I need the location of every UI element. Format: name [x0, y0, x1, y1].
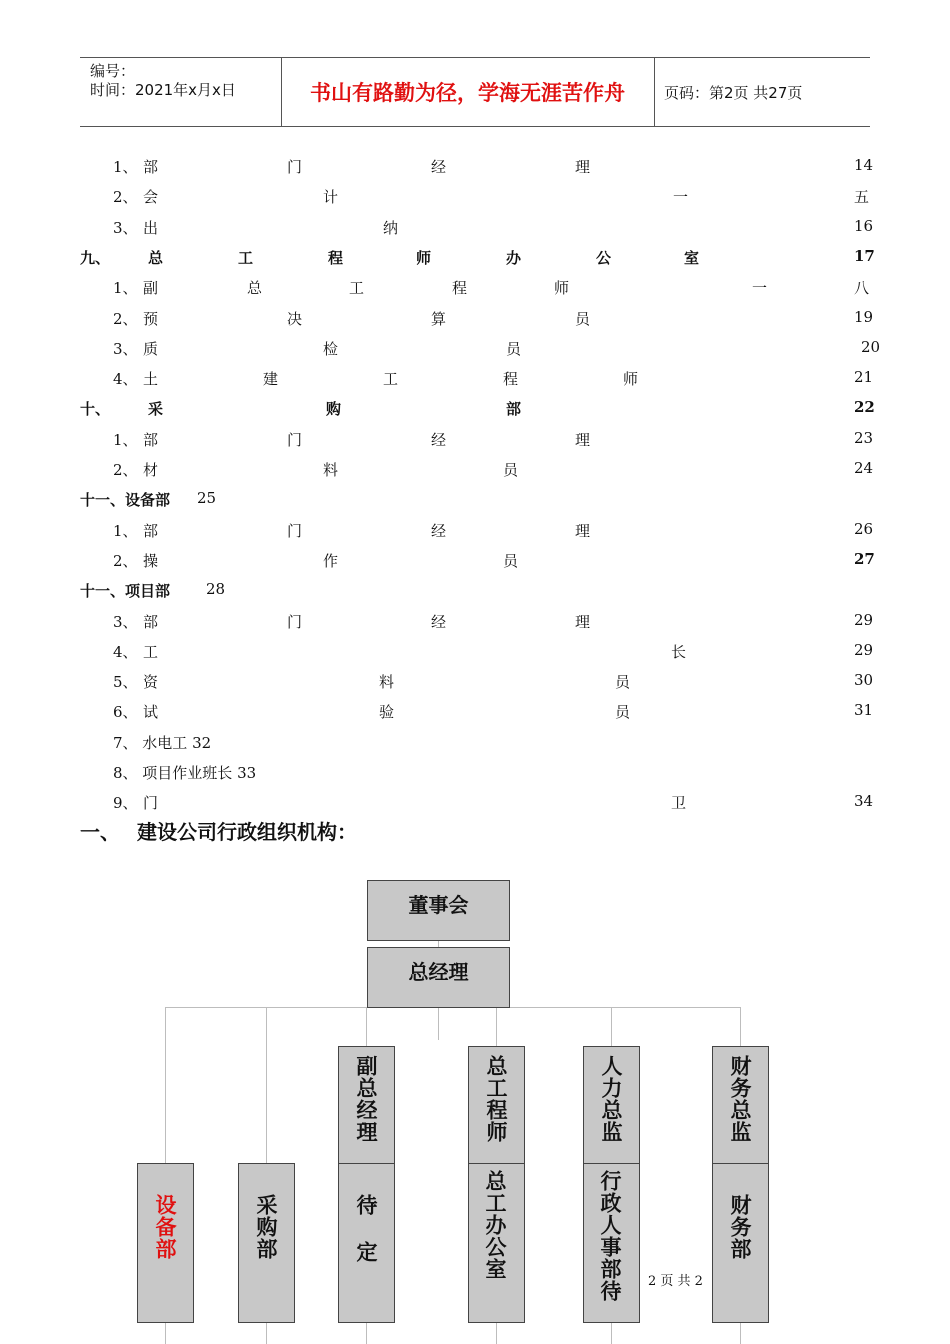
purchase-label: 采购部 [254, 1194, 278, 1260]
toc-text: 购 [326, 400, 342, 419]
toc-text: 验 [379, 703, 395, 722]
toc-text: 料 [323, 461, 339, 479]
connector-fin [740, 1007, 741, 1046]
toc-text: 料 [379, 673, 395, 692]
toc-text: 工 [349, 279, 365, 298]
toc-text: 员 [615, 673, 631, 692]
toc-text: 7、 水电工 32 [113, 733, 212, 752]
stub-vp [366, 1322, 367, 1344]
toc-text: 师 [623, 370, 639, 389]
toc-page-number: 27 [854, 549, 875, 568]
toc-text: 资 [143, 673, 159, 692]
toc-text: 经 [431, 521, 447, 540]
toc-text: 理 [575, 612, 591, 631]
toc-text: 材 [143, 461, 159, 479]
toc-text: 28 [206, 580, 226, 599]
toc-page-number: 31 [854, 701, 874, 720]
toc-entry [0, 429, 950, 451]
toc-page-number: 24 [854, 459, 874, 477]
toc-text: 部 [143, 430, 159, 449]
stub-purchase [266, 1322, 267, 1344]
toc-entry [0, 186, 950, 208]
toc-page-number: 20 [861, 337, 881, 356]
chief-eng-sub-label: 总工办公室 [483, 1170, 507, 1280]
toc-text: 员 [503, 461, 519, 479]
toc-text: 公 [596, 248, 612, 267]
toc-entry [0, 732, 950, 754]
vp-sub-label: 待 定 [354, 1194, 378, 1263]
toc-text: 采 [148, 400, 164, 419]
toc-entry [0, 580, 950, 602]
toc-text: 算 [431, 309, 447, 328]
toc-entry [0, 308, 950, 330]
toc-text: 门 [287, 430, 303, 449]
toc-text: 决 [287, 309, 303, 328]
toc-page-number: 21 [854, 368, 874, 387]
header-slogan: 书山有路勤为径，学海无涯苦作舟 [281, 58, 655, 126]
toc-text: 6、 [113, 703, 138, 722]
toc-entry [0, 550, 950, 572]
toc-text: 经 [431, 158, 447, 176]
toc-text: 程 [452, 279, 468, 298]
toc-text: 程 [328, 248, 344, 267]
toc-text: 九、 [80, 248, 111, 267]
toc-entry [0, 762, 950, 784]
connector-equip [165, 1007, 166, 1163]
toc-text: 经 [431, 430, 447, 449]
box-vp [338, 1046, 395, 1164]
connector-chief-eng [496, 1007, 497, 1046]
toc-page-number: 34 [854, 792, 874, 811]
toc-text: 副 [143, 279, 159, 298]
toc-entry [0, 520, 950, 542]
toc-entry [0, 217, 950, 239]
toc-text: 1、 [113, 279, 138, 298]
toc-text: 1、 [113, 521, 138, 540]
toc-text: 部 [143, 521, 159, 540]
toc-text: 员 [615, 703, 631, 722]
toc-entry [0, 247, 950, 269]
toc-text: 操 [143, 551, 159, 570]
toc-entry [0, 489, 950, 511]
toc-text: 门 [287, 521, 303, 540]
toc-entry [0, 398, 950, 420]
toc-entry [0, 459, 950, 481]
toc-text: 长 [671, 642, 687, 661]
toc-text: 门 [287, 612, 303, 631]
toc-page-number: 23 [854, 428, 874, 447]
toc-entry [0, 277, 950, 299]
chief-eng-label: 总工程师 [484, 1055, 508, 1143]
box-hr-sub [583, 1163, 640, 1323]
stub-hr [611, 1322, 612, 1344]
toc-entry [0, 671, 950, 693]
toc-text: 3、 [113, 612, 138, 631]
toc-text: 4、 [113, 370, 138, 389]
toc-page-number: 29 [854, 640, 874, 659]
section-title-text: 建设公司行政组织机构： [137, 820, 357, 844]
toc-page-number: 29 [854, 610, 874, 629]
toc-text: 师 [416, 248, 432, 267]
toc-text: 经 [431, 612, 447, 631]
toc-text: 理 [575, 521, 591, 540]
hr-label: 人力总监 [599, 1055, 623, 1143]
toc-text: 2、 [113, 309, 138, 328]
toc-page-number: 17 [854, 246, 875, 265]
box-chief-eng-sub [468, 1163, 525, 1323]
connector-vp [366, 1007, 367, 1046]
toc-text: 预 [143, 309, 159, 328]
box-fin [712, 1046, 769, 1164]
footer-page-number: 2 页 共 2 [648, 1274, 703, 1289]
toc-page-number: 22 [854, 398, 875, 417]
toc-text: 1、 [113, 158, 138, 176]
toc-text: 总 [148, 248, 164, 267]
header-meta [80, 58, 282, 126]
toc-text: 25 [197, 489, 217, 508]
toc-text: 2、 [113, 461, 138, 479]
toc-text: 土 [143, 370, 159, 389]
toc-text: 门 [287, 158, 303, 176]
page-header [80, 57, 870, 127]
toc-text: 员 [506, 339, 522, 358]
box-vp-sub [338, 1163, 395, 1323]
toc-text: 师 [554, 279, 570, 298]
stub-chief-eng [496, 1322, 497, 1344]
toc-text: 2、 [113, 551, 138, 570]
toc-text: 部 [143, 612, 159, 631]
toc-page-number: 19 [854, 307, 874, 326]
toc-page-number: 26 [854, 519, 874, 538]
toc-text: 9、 [113, 794, 138, 813]
toc-text: 工 [383, 370, 399, 389]
toc-text: 工 [238, 248, 254, 267]
header-page-info: 页码：第2页 共27页 [664, 84, 803, 102]
toc-entry [0, 156, 950, 178]
toc-text: 总 [247, 279, 263, 298]
toc-text: 出 [143, 218, 159, 237]
toc-text: 计 [323, 188, 339, 207]
box-equip [137, 1163, 194, 1323]
toc-text: 试 [143, 703, 159, 722]
equip-label: 设备部 [153, 1194, 177, 1260]
toc-text: 十、 [80, 400, 111, 419]
toc-text: 纳 [383, 218, 399, 237]
box-purchase [238, 1163, 295, 1323]
toc-entry [0, 338, 950, 360]
toc-text: 5、 [113, 673, 138, 692]
toc-entry [0, 368, 950, 390]
toc-text: 理 [575, 158, 591, 176]
toc-text: 质 [143, 339, 159, 358]
toc-text: 卫 [671, 794, 687, 813]
box-fin-sub [712, 1163, 769, 1323]
toc-text: 3、 [113, 218, 138, 237]
box-chief-eng [468, 1046, 525, 1164]
toc-page-number: 八 [854, 279, 870, 298]
toc-entry [0, 701, 950, 723]
toc-text: 办 [506, 248, 522, 267]
toc-entry [0, 792, 950, 814]
toc-page-number: 30 [854, 671, 874, 690]
toc-text: 员 [575, 309, 591, 328]
toc-text: 3、 [113, 339, 138, 358]
number-label: 编号： [90, 62, 136, 80]
fin-sub-label: 财务部 [728, 1194, 752, 1260]
toc-page-number: 14 [854, 156, 874, 174]
toc-text: 部 [506, 400, 522, 419]
toc-text: 会 [143, 188, 159, 207]
toc-text: 室 [684, 248, 700, 267]
toc-text: 检 [323, 339, 339, 358]
toc-text: 门 [143, 794, 159, 813]
connector-hr [611, 1007, 612, 1046]
toc-entry [0, 641, 950, 663]
vp-label: 副总经理 [354, 1055, 378, 1143]
fin-label: 财务总监 [728, 1055, 752, 1143]
toc-text: 作 [323, 551, 339, 570]
box-board [367, 880, 510, 941]
toc-text: 理 [575, 430, 591, 449]
toc-text: 十一、设备部 [80, 491, 171, 510]
toc-text: 2、 [113, 188, 138, 207]
hr-sub-label: 行政人事部待 [598, 1170, 622, 1302]
stub-fin [740, 1322, 741, 1344]
connector-purchase [266, 1007, 267, 1163]
toc-text: 十一、项目部 [80, 582, 171, 601]
toc-text: 员 [503, 551, 519, 570]
gm-label: 总经理 [408, 960, 469, 984]
toc-page-number: 五 [854, 188, 870, 207]
toc-text: 8、 项目作业班长 33 [113, 764, 257, 782]
toc-entry [0, 611, 950, 633]
connector-gm-down [438, 1007, 439, 1040]
toc-text: 部 [143, 158, 159, 176]
board-label: 董事会 [408, 893, 469, 917]
toc-page-number: 16 [854, 216, 874, 235]
box-gm [367, 947, 510, 1008]
toc-text: 4、 [113, 642, 138, 661]
toc-text: 程 [503, 370, 519, 389]
toc-text: 工 [143, 642, 159, 661]
toc-text: 一 [673, 188, 689, 207]
toc-text: 1、 [113, 430, 138, 449]
stub-equip [165, 1322, 166, 1344]
toc-text: 一 [752, 279, 768, 298]
time-label: 时间：2021年x月x日 [90, 81, 236, 99]
box-hr [583, 1046, 640, 1164]
toc-text: 建 [263, 370, 279, 389]
section-number: 一、 [80, 820, 120, 844]
